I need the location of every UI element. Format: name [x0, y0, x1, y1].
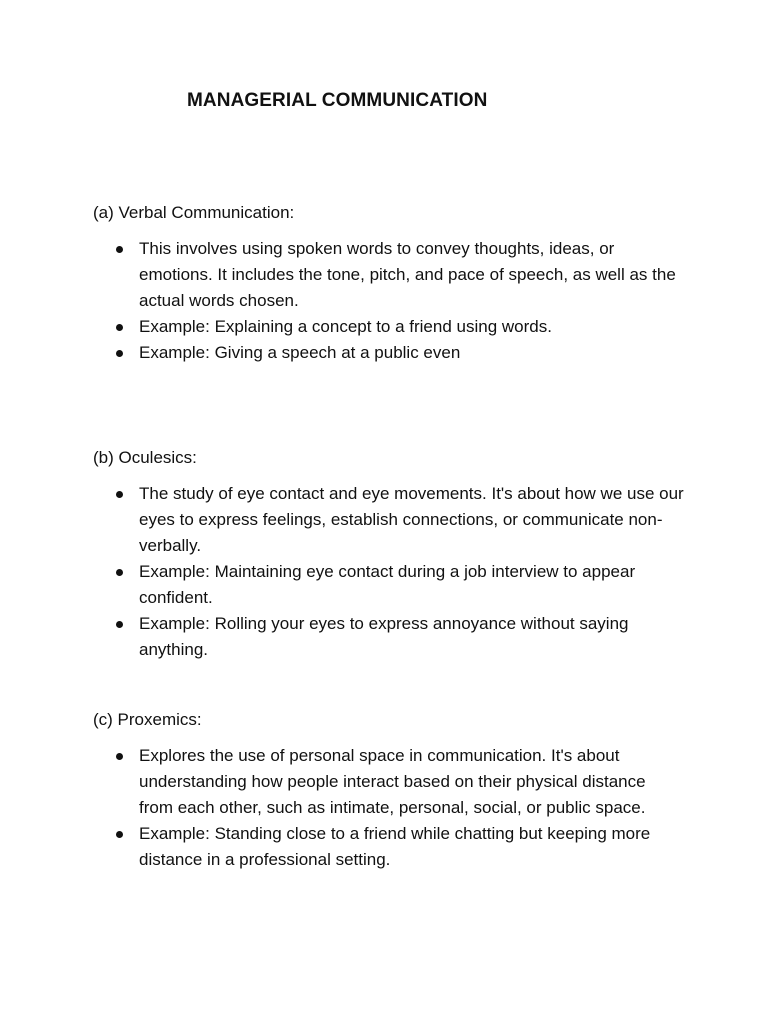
list-item — [139, 236, 684, 314]
list-item — [139, 340, 684, 366]
list-item — [139, 559, 684, 611]
bullet-icon — [116, 246, 123, 253]
list-item — [139, 314, 684, 340]
bullet-icon — [116, 350, 123, 357]
list-item — [139, 821, 684, 873]
bullet-icon — [116, 831, 123, 838]
list-item-text: Example: Giving a speech at a public even — [139, 343, 461, 362]
list-item-text: Example: Explaining a concept to a friend using words. — [139, 317, 552, 336]
section-heading: (a) Verbal Communication: — [93, 203, 295, 222]
document-title: MANAGERIAL COMMUNICATION — [187, 90, 488, 111]
section-heading: (c) Proxemics: — [93, 710, 202, 729]
list-item-text: The study of eye contact and eye movements. It's about how we use our eyes to express feelings, establish connections, or communicate non-verbally. — [139, 484, 684, 555]
bullet-icon — [116, 491, 123, 498]
list-item-text: Example: Rolling your eyes to express annoyance without saying anything. — [139, 614, 629, 659]
bullet-list — [93, 481, 693, 663]
list-item-text: Explores the use of personal space in communication. It's about understanding how people interact based on their physical distance from each other, such as intimate, personal, social, or public space. — [139, 746, 646, 817]
list-item — [139, 481, 684, 559]
section-oculesics — [93, 445, 693, 663]
list-item — [139, 611, 684, 663]
bullet-list — [93, 236, 693, 366]
bullet-icon — [116, 621, 123, 628]
list-item-text: This involves using spoken words to convey thoughts, ideas, or emotions. It includes the tone, pitch, and pace of speech, as well as the actual words chosen. — [139, 239, 676, 310]
section-proxemics — [93, 707, 693, 873]
list-item — [139, 743, 684, 821]
bullet-list — [93, 743, 693, 873]
bullet-icon — [116, 569, 123, 576]
section-heading: (b) Oculesics: — [93, 448, 197, 467]
list-item-text: Example: Standing close to a friend while chatting but keeping more distance in a professional setting. — [139, 824, 651, 869]
bullet-icon — [116, 324, 123, 331]
section-verbal-communication — [93, 200, 693, 366]
bullet-icon — [116, 753, 123, 760]
list-item-text: Example: Maintaining eye contact during a job interview to appear confident. — [139, 562, 636, 607]
